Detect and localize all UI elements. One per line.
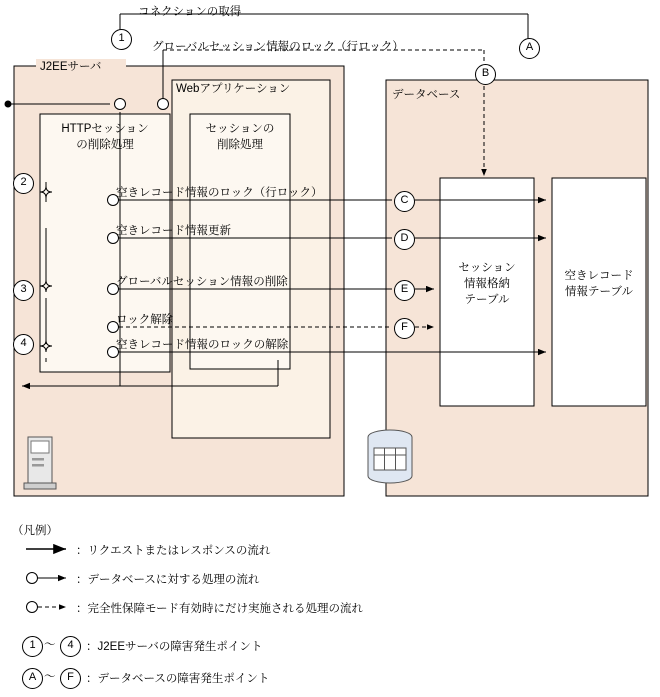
legend-item-db-flow: ：データベースに対する処理の流れ <box>76 574 260 586</box>
fault-point-2: 2 <box>13 173 34 194</box>
box-label-j2ee-server: J2EEサーバ <box>40 61 102 73</box>
box-label-free-record-table-line1: 空きレコード <box>564 270 634 282</box>
legend-icon-alpha-to: F <box>60 668 81 689</box>
box-label-web-application: Webアプリケーション <box>176 83 291 95</box>
fault-point-d: D <box>394 229 415 250</box>
flow-label-d: 空きレコード情報更新 <box>116 225 231 237</box>
legend-title: （凡例） <box>12 525 58 537</box>
legend-icon-alpha-from: A <box>22 668 43 689</box>
box-label-session-table-line3: テーブル <box>464 294 510 306</box>
fault-point-4: 4 <box>13 334 34 355</box>
box-label-session-table-line1: セッション <box>458 262 516 274</box>
fault-point-f: F <box>394 318 415 339</box>
legend-icon-number-to: 4 <box>60 636 81 657</box>
box-label-http-session-delete-line1: HTTPセッション <box>61 123 149 135</box>
legend-item-request-flow: ：リクエストまたはレスポンスの流れ <box>76 545 271 557</box>
fault-point-a: A <box>519 38 540 59</box>
fault-point-c: C <box>394 191 415 212</box>
flow-label-global-lock: グローバルセッション情報のロック（行ロック） <box>152 41 404 53</box>
flow-label-connection: コネクションの取得 <box>138 6 242 18</box>
flow-label-g: 空きレコード情報のロックの解除 <box>116 339 289 351</box>
flow-label-e: グローバルセッション情報の削除 <box>116 276 288 288</box>
box-label-session-delete-line1: セッションの <box>205 123 275 135</box>
legend-item-integrity-flow: ：完全性保障モード有効時にだけ実施される処理の流れ <box>76 603 364 615</box>
legend-item-j2ee-fault-points: ：J2EEサーバの障害発生ポイント <box>86 641 263 653</box>
fault-point-3: 3 <box>13 280 34 301</box>
flow-label-f: ロック解除 <box>116 314 174 326</box>
box-label-http-session-delete-line2: の削除処理 <box>76 139 134 151</box>
fault-point-1: 1 <box>111 29 132 50</box>
flow-label-c: 空きレコード情報のロック（行ロック） <box>116 187 323 199</box>
box-label-database: データベース <box>392 89 461 101</box>
box-label-session-table-line2: 情報格納 <box>464 278 510 290</box>
fault-point-b: B <box>475 64 496 85</box>
legend-number-range-sep: ～ <box>44 639 56 651</box>
box-label-free-record-table-line2: 情報テーブル <box>565 286 633 298</box>
legend-alpha-range-sep: ～ <box>44 671 56 683</box>
legend-icon-number-from: 1 <box>22 636 43 657</box>
box-label-session-delete-line2: 削除処理 <box>217 139 263 151</box>
legend-item-db-fault-points: ：データベースの障害発生ポイント <box>86 673 270 685</box>
fault-point-e: E <box>394 280 415 301</box>
